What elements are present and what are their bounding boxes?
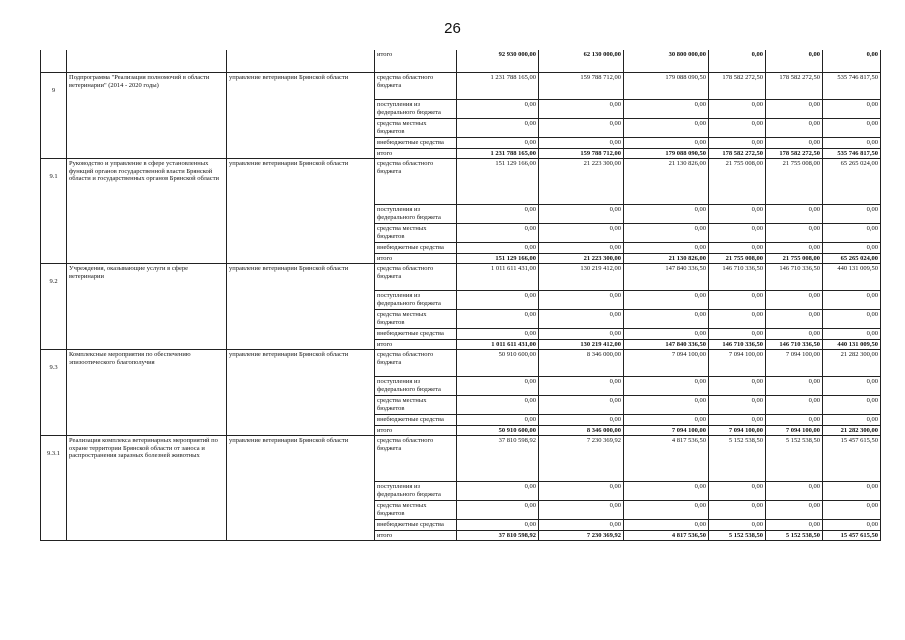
funding-source-cell: средства областного бюджета (375, 350, 457, 377)
amount-cell: 0,00 (457, 329, 539, 340)
table-row (41, 159, 881, 205)
amount-cell: 0,00 (624, 377, 709, 396)
amount-cell: 5 152 538,50 (709, 436, 766, 482)
amount-cell: 1 011 611 431,00 (457, 264, 539, 291)
amount-cell: 151 129 166,00 (457, 253, 539, 264)
amount-cell: 65 265 024,00 (823, 159, 881, 205)
funding-source-cell: итого (375, 339, 457, 350)
table-row (41, 50, 881, 73)
amount-cell: 1 231 788 165,00 (457, 73, 539, 100)
amount-cell: 0,00 (766, 50, 823, 73)
amount-cell: 7 230 369,92 (539, 436, 624, 482)
amount-cell: 50 910 600,00 (457, 425, 539, 436)
amount-cell: 50 910 600,00 (457, 350, 539, 377)
amount-cell: 0,00 (823, 138, 881, 149)
amount-cell: 159 788 712,00 (539, 73, 624, 100)
funding-source-cell: внебюджетные средства (375, 329, 457, 340)
amount-cell: 0,00 (823, 310, 881, 329)
amount-cell: 0,00 (709, 119, 766, 138)
amount-cell: 7 094 100,00 (624, 350, 709, 377)
amount-cell: 0,00 (823, 291, 881, 310)
amount-cell: 0,00 (823, 415, 881, 426)
row-number-cell (41, 50, 67, 73)
amount-cell: 0,00 (539, 415, 624, 426)
amount-cell: 0,00 (766, 482, 823, 501)
amount-cell: 4 817 536,50 (624, 530, 709, 541)
amount-cell: 146 710 336,50 (766, 264, 823, 291)
amount-cell: 147 840 336,50 (624, 339, 709, 350)
amount-cell: 0,00 (766, 329, 823, 340)
amount-cell: 0,00 (539, 205, 624, 224)
amount-cell: 0,00 (539, 520, 624, 531)
amount-cell: 151 129 166,00 (457, 159, 539, 205)
funding-source-cell: средства областного бюджета (375, 264, 457, 291)
amount-cell: 0,00 (766, 520, 823, 531)
amount-cell: 0,00 (766, 243, 823, 254)
amount-cell: 0,00 (709, 100, 766, 119)
amount-cell: 21 282 300,00 (823, 350, 881, 377)
amount-cell: 21 130 826,00 (624, 159, 709, 205)
amount-cell: 21 755 008,00 (709, 253, 766, 264)
funding-source-cell: внебюджетные средства (375, 415, 457, 426)
amount-cell: 21 755 008,00 (709, 159, 766, 205)
amount-cell: 30 800 000,00 (624, 50, 709, 73)
funding-source-cell: итого (375, 530, 457, 541)
amount-cell: 37 810 598,92 (457, 530, 539, 541)
amount-cell: 7 094 100,00 (766, 425, 823, 436)
amount-cell: 0,00 (766, 396, 823, 415)
amount-cell: 0,00 (624, 396, 709, 415)
amount-cell: 8 346 000,00 (539, 425, 624, 436)
amount-cell: 0,00 (709, 50, 766, 73)
amount-cell: 0,00 (766, 501, 823, 520)
amount-cell: 0,00 (709, 482, 766, 501)
amount-cell: 0,00 (624, 243, 709, 254)
amount-cell: 535 746 817,50 (823, 148, 881, 159)
amount-cell: 178 582 272,50 (709, 148, 766, 159)
amount-cell: 0,00 (539, 396, 624, 415)
funding-source-cell: поступления из федерального бюджета (375, 205, 457, 224)
amount-cell: 0,00 (766, 100, 823, 119)
amount-cell: 0,00 (624, 520, 709, 531)
responsible-cell: управление ветеринарии Брянской области (227, 73, 375, 159)
amount-cell: 0,00 (823, 100, 881, 119)
amount-cell: 0,00 (457, 482, 539, 501)
funding-source-cell: внебюджетные средства (375, 243, 457, 254)
page-number: 26 (444, 20, 461, 37)
amount-cell: 0,00 (766, 224, 823, 243)
amount-cell: 0,00 (539, 100, 624, 119)
funding-source-cell: средства областного бюджета (375, 436, 457, 482)
funding-source-cell: средства местных бюджетов (375, 119, 457, 138)
amount-cell: 1 231 788 165,00 (457, 148, 539, 159)
name-cell: Подпрограмма "Реализация полномочий в области ветеринарии" (2014 - 2020 годы) (67, 73, 227, 159)
name-cell (67, 50, 227, 73)
amount-cell: 130 219 412,00 (539, 339, 624, 350)
name-cell: Реализация комплекса ветеринарных мероприятий по охране территории Брянской области от заноса и распространения заразных болезней животных (67, 436, 227, 541)
table-row (41, 264, 881, 291)
amount-cell: 0,00 (766, 310, 823, 329)
funding-source-cell: поступления из федерального бюджета (375, 482, 457, 501)
amount-cell: 0,00 (823, 224, 881, 243)
funding-source-cell: средства местных бюджетов (375, 310, 457, 329)
amount-cell: 179 088 090,50 (624, 148, 709, 159)
funding-source-cell: итого (375, 425, 457, 436)
amount-cell: 0,00 (709, 329, 766, 340)
amount-cell: 0,00 (709, 520, 766, 531)
amount-cell: 0,00 (539, 243, 624, 254)
funding-source-cell: внебюджетные средства (375, 520, 457, 531)
funding-source-cell: итого (375, 253, 457, 264)
row-number-cell: 9.3.1 (41, 436, 67, 541)
name-cell: Руководство и управление в сфере установленных функций органов государственной власти Брянской области и государственных органов Брянской области (67, 159, 227, 264)
amount-cell: 0,00 (457, 377, 539, 396)
table-body (41, 50, 881, 541)
amount-cell: 8 346 000,00 (539, 350, 624, 377)
amount-cell: 0,00 (457, 520, 539, 531)
funding-source-cell: средства местных бюджетов (375, 224, 457, 243)
amount-cell: 5 152 538,50 (766, 436, 823, 482)
amount-cell: 0,00 (766, 138, 823, 149)
funding-source-cell: средства областного бюджета (375, 159, 457, 205)
row-number-cell: 9.1 (41, 159, 67, 264)
amount-cell: 7 094 100,00 (709, 425, 766, 436)
amount-cell: 5 152 538,50 (766, 530, 823, 541)
funding-source-cell: средства местных бюджетов (375, 501, 457, 520)
amount-cell: 0,00 (539, 119, 624, 138)
amount-cell: 92 930 000,00 (457, 50, 539, 73)
amount-cell: 0,00 (709, 310, 766, 329)
amount-cell: 159 788 712,00 (539, 148, 624, 159)
budget-table (40, 50, 881, 541)
amount-cell: 4 817 536,50 (624, 436, 709, 482)
amount-cell: 179 088 090,50 (624, 73, 709, 100)
amount-cell: 440 131 009,50 (823, 339, 881, 350)
amount-cell: 0,00 (624, 205, 709, 224)
amount-cell: 0,00 (457, 100, 539, 119)
amount-cell: 178 582 272,50 (709, 73, 766, 100)
amount-cell: 0,00 (624, 415, 709, 426)
amount-cell: 147 840 336,50 (624, 264, 709, 291)
amount-cell: 0,00 (539, 138, 624, 149)
responsible-cell (227, 50, 375, 73)
funding-source-cell: средства областного бюджета (375, 73, 457, 100)
amount-cell: 0,00 (709, 291, 766, 310)
amount-cell: 0,00 (823, 482, 881, 501)
amount-cell: 0,00 (823, 119, 881, 138)
amount-cell: 0,00 (823, 50, 881, 73)
row-number-cell: 9.3 (41, 350, 67, 436)
amount-cell: 0,00 (624, 310, 709, 329)
amount-cell: 146 710 336,50 (766, 339, 823, 350)
amount-cell: 0,00 (624, 224, 709, 243)
funding-source-cell: поступления из федерального бюджета (375, 291, 457, 310)
amount-cell: 0,00 (709, 205, 766, 224)
amount-cell: 0,00 (457, 243, 539, 254)
amount-cell: 0,00 (539, 377, 624, 396)
amount-cell: 146 710 336,50 (709, 264, 766, 291)
amount-cell: 0,00 (709, 415, 766, 426)
amount-cell: 37 810 598,92 (457, 436, 539, 482)
amount-cell: 0,00 (709, 224, 766, 243)
amount-cell: 0,00 (539, 501, 624, 520)
amount-cell: 130 219 412,00 (539, 264, 624, 291)
amount-cell: 0,00 (823, 243, 881, 254)
amount-cell: 0,00 (823, 377, 881, 396)
amount-cell: 146 710 336,50 (709, 339, 766, 350)
row-number-cell: 9.2 (41, 264, 67, 350)
amount-cell: 0,00 (457, 205, 539, 224)
amount-cell: 5 152 538,50 (709, 530, 766, 541)
amount-cell: 21 755 008,00 (766, 159, 823, 205)
funding-source-cell: итого (375, 50, 457, 73)
table-row (41, 73, 881, 100)
amount-cell: 7 094 100,00 (709, 350, 766, 377)
amount-cell: 7 230 369,92 (539, 530, 624, 541)
funding-source-cell: поступления из федерального бюджета (375, 100, 457, 119)
amount-cell: 7 094 100,00 (766, 350, 823, 377)
amount-cell: 0,00 (457, 291, 539, 310)
amount-cell: 0,00 (709, 501, 766, 520)
amount-cell: 0,00 (624, 291, 709, 310)
amount-cell: 21 223 300,00 (539, 159, 624, 205)
amount-cell: 0,00 (624, 501, 709, 520)
amount-cell: 0,00 (457, 119, 539, 138)
table-row (41, 350, 881, 377)
amount-cell: 1 011 611 431,00 (457, 339, 539, 350)
amount-cell: 0,00 (709, 377, 766, 396)
amount-cell: 7 094 100,00 (624, 425, 709, 436)
amount-cell: 21 282 300,00 (823, 425, 881, 436)
responsible-cell: управление ветеринарии Брянской области (227, 159, 375, 264)
amount-cell: 0,00 (624, 119, 709, 138)
amount-cell: 0,00 (709, 396, 766, 415)
amount-cell: 0,00 (624, 138, 709, 149)
amount-cell: 440 131 009,50 (823, 264, 881, 291)
amount-cell: 0,00 (823, 501, 881, 520)
amount-cell: 0,00 (709, 243, 766, 254)
amount-cell: 0,00 (624, 329, 709, 340)
amount-cell: 0,00 (766, 291, 823, 310)
amount-cell: 0,00 (766, 119, 823, 138)
amount-cell: 0,00 (766, 377, 823, 396)
amount-cell: 178 582 272,50 (766, 148, 823, 159)
funding-source-cell: внебюджетные средства (375, 138, 457, 149)
amount-cell: 0,00 (457, 310, 539, 329)
name-cell: Учреждения, оказывающие услуги в сфере ветеринарии (67, 264, 227, 350)
amount-cell: 15 457 615,50 (823, 530, 881, 541)
amount-cell: 62 130 000,00 (539, 50, 624, 73)
amount-cell: 0,00 (823, 396, 881, 415)
amount-cell: 178 582 272,50 (766, 73, 823, 100)
amount-cell: 0,00 (766, 205, 823, 224)
amount-cell: 0,00 (539, 482, 624, 501)
responsible-cell: управление ветеринарии Брянской области (227, 350, 375, 436)
amount-cell: 0,00 (457, 501, 539, 520)
funding-source-cell: средства местных бюджетов (375, 396, 457, 415)
amount-cell: 21 130 826,00 (624, 253, 709, 264)
name-cell: Комплексные мероприятия по обеспечению эпизоотического благополучия (67, 350, 227, 436)
amount-cell: 0,00 (624, 100, 709, 119)
amount-cell: 0,00 (539, 310, 624, 329)
amount-cell: 535 746 817,50 (823, 73, 881, 100)
amount-cell: 0,00 (457, 138, 539, 149)
amount-cell: 21 223 300,00 (539, 253, 624, 264)
row-number-cell: 9 (41, 73, 67, 159)
amount-cell: 0,00 (539, 224, 624, 243)
amount-cell: 0,00 (823, 205, 881, 224)
amount-cell: 0,00 (457, 224, 539, 243)
amount-cell: 15 457 615,50 (823, 436, 881, 482)
amount-cell: 0,00 (823, 520, 881, 531)
responsible-cell: управление ветеринарии Брянской области (227, 436, 375, 541)
amount-cell: 0,00 (709, 138, 766, 149)
amount-cell: 0,00 (766, 415, 823, 426)
amount-cell: 0,00 (823, 329, 881, 340)
funding-source-cell: поступления из федерального бюджета (375, 377, 457, 396)
amount-cell: 21 755 008,00 (766, 253, 823, 264)
amount-cell: 0,00 (457, 415, 539, 426)
amount-cell: 0,00 (539, 291, 624, 310)
amount-cell: 65 265 024,00 (823, 253, 881, 264)
amount-cell: 0,00 (457, 396, 539, 415)
funding-source-cell: итого (375, 148, 457, 159)
amount-cell: 0,00 (624, 482, 709, 501)
responsible-cell: управление ветеринарии Брянской области (227, 264, 375, 350)
table-row (41, 436, 881, 482)
amount-cell: 0,00 (539, 329, 624, 340)
